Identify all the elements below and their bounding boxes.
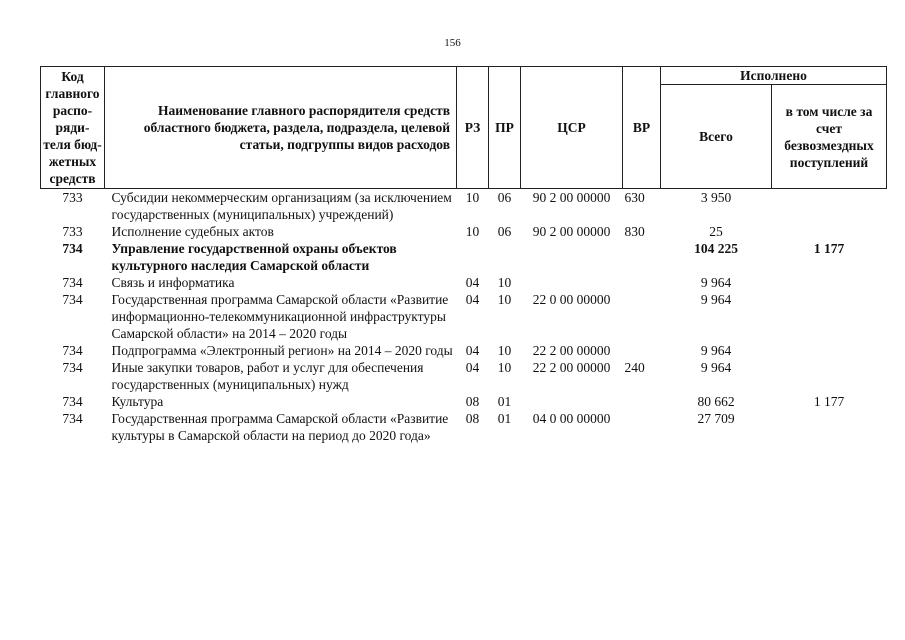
cell-csr: 22 2 00 00000 xyxy=(532,343,611,358)
cell-csr: 22 2 00 00000 xyxy=(532,360,611,375)
cell-free xyxy=(772,223,887,240)
cell-total: 25 xyxy=(709,224,723,239)
cell-pr xyxy=(489,240,521,274)
cell-rz: 04 xyxy=(465,343,480,358)
cell-code: 733 xyxy=(62,224,83,239)
cell-code: 734 xyxy=(62,292,83,307)
cell-csr: 22 0 00 00000 xyxy=(532,292,611,307)
cell-name: Культура xyxy=(111,394,164,409)
header-free: в том числе за счет безвозмездных поступлений xyxy=(772,85,887,189)
table-row xyxy=(41,291,887,342)
cell-free: 1 177 xyxy=(813,394,845,409)
cell-vr xyxy=(623,274,661,291)
cell-csr xyxy=(521,274,623,291)
header-code: Код главного распо-ряди-теля бюд-жетных средств xyxy=(41,67,105,189)
cell-csr xyxy=(521,240,623,274)
cell-code: 733 xyxy=(62,190,83,205)
cell-free xyxy=(772,274,887,291)
cell-pr: 10 xyxy=(497,275,512,290)
cell-vr: 630 xyxy=(624,190,645,205)
cell-rz: 04 xyxy=(465,292,480,307)
table-row xyxy=(41,223,887,240)
cell-code: 734 xyxy=(62,241,83,256)
cell-rz: 04 xyxy=(465,275,480,290)
cell-total: 104 225 xyxy=(694,241,738,256)
header-vr: ВР xyxy=(623,67,661,189)
table-row xyxy=(41,410,887,444)
cell-pr: 10 xyxy=(497,292,512,307)
header-pr: ПР xyxy=(489,67,521,189)
cell-csr xyxy=(521,393,623,410)
cell-total: 9 964 xyxy=(700,360,732,375)
table-row xyxy=(41,342,887,359)
cell-free xyxy=(772,189,887,224)
cell-total: 3 950 xyxy=(700,190,732,205)
page-number: 156 xyxy=(444,37,461,49)
cell-pr: 01 xyxy=(497,411,512,426)
cell-vr xyxy=(623,291,661,342)
cell-name: Подпрограмма «Электронный регион» на 2014 – 2020 годы xyxy=(111,343,453,358)
cell-vr xyxy=(623,410,661,444)
cell-pr: 06 xyxy=(497,190,512,205)
cell-vr xyxy=(623,342,661,359)
cell-free xyxy=(772,359,887,393)
cell-free xyxy=(772,291,887,342)
cell-csr: 90 2 00 00000 xyxy=(532,224,611,239)
cell-vr: 240 xyxy=(624,360,645,375)
cell-vr xyxy=(623,240,661,274)
cell-rz: 10 xyxy=(465,224,480,239)
cell-code: 734 xyxy=(62,360,83,375)
cell-name: Управление государственной охраны объектов культурного наследия Самарской области xyxy=(111,241,397,273)
table-row xyxy=(41,393,887,410)
header-csr: ЦСР xyxy=(521,67,623,189)
table-body xyxy=(41,189,887,445)
cell-code: 734 xyxy=(62,394,83,409)
cell-csr: 90 2 00 00000 xyxy=(532,190,611,205)
cell-pr: 01 xyxy=(497,394,512,409)
cell-vr xyxy=(623,393,661,410)
cell-name: Связь и информатика xyxy=(111,275,235,290)
cell-total: 9 964 xyxy=(700,275,732,290)
cell-total: 80 662 xyxy=(697,394,735,409)
cell-name: Государственная программа Самарской области «Развитие информационно-телекоммуникационной инфраструктуры Самарской области» на 2014 – 2020 годы xyxy=(111,292,449,341)
header-name: Наименование главного распорядителя средств областного бюджета, раздела, подраздела, целевой статьи, подгруппы видов расходов xyxy=(105,67,457,189)
cell-pr: 10 xyxy=(497,360,512,375)
cell-vr: 830 xyxy=(624,224,645,239)
cell-free xyxy=(772,342,887,359)
table-row xyxy=(41,189,887,224)
cell-pr: 06 xyxy=(497,224,512,239)
table-row xyxy=(41,274,887,291)
budget-table xyxy=(40,66,887,444)
header-rz: РЗ xyxy=(457,67,489,189)
table-row xyxy=(41,359,887,393)
cell-total: 9 964 xyxy=(700,343,732,358)
cell-rz xyxy=(457,240,489,274)
cell-rz: 08 xyxy=(465,394,480,409)
cell-name: Субсидии некоммерческим организациям (за исключением государственных (муниципальных) учреждений) xyxy=(111,190,452,222)
cell-total: 27 709 xyxy=(697,411,735,426)
cell-name: Иные закупки товаров, работ и услуг для обеспечения государственных (муниципальных) нужд xyxy=(111,360,424,392)
cell-total: 9 964 xyxy=(700,292,732,307)
cell-code: 734 xyxy=(62,275,83,290)
header-total: Всего xyxy=(661,85,772,189)
cell-name: Исполнение судебных актов xyxy=(111,224,274,239)
cell-pr: 10 xyxy=(497,343,512,358)
cell-free: 1 177 xyxy=(813,241,845,256)
cell-csr: 04 0 00 00000 xyxy=(532,411,611,426)
cell-rz: 04 xyxy=(465,360,480,375)
cell-rz: 08 xyxy=(465,411,480,426)
table-row xyxy=(41,240,887,274)
cell-free xyxy=(772,410,887,444)
header-executed: Исполнено xyxy=(661,67,887,85)
cell-code: 734 xyxy=(62,411,83,426)
cell-rz: 10 xyxy=(465,190,480,205)
cell-code: 734 xyxy=(62,343,83,358)
cell-name: Государственная программа Самарской области «Развитие культуры в Самарской области на период до 2020 года» xyxy=(111,411,449,443)
